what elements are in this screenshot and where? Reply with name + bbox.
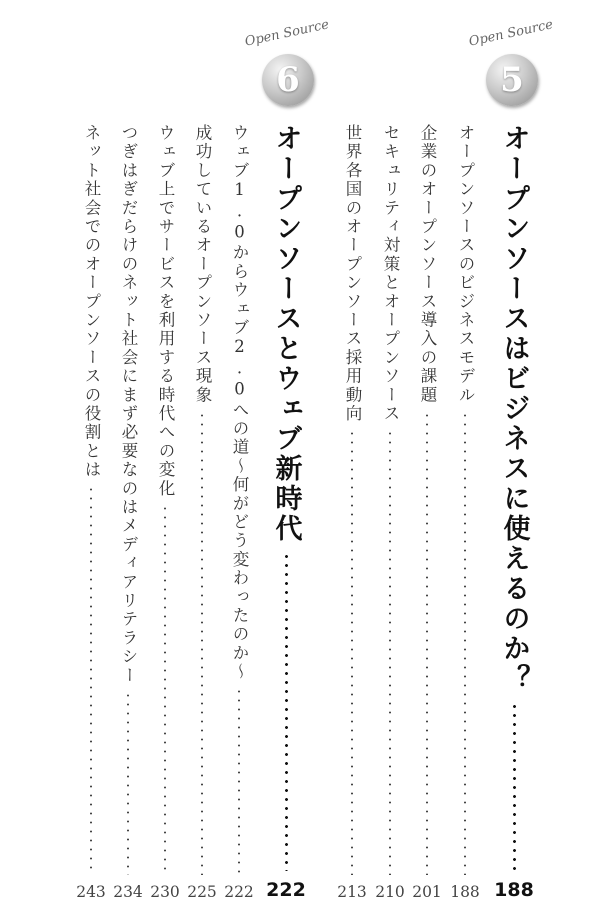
- page-number: 234: [113, 883, 143, 901]
- dot-leader: [285, 552, 288, 871]
- page-number: 210: [375, 883, 405, 901]
- dot-leader: [164, 504, 166, 875]
- chapter-6-badge: [232, 17, 342, 112]
- dot-leader: [389, 429, 391, 875]
- badge-label: Open Source: [467, 17, 555, 50]
- toc-entry[interactable]: [224, 124, 254, 901]
- toc-entry[interactable]: [412, 124, 442, 901]
- page-number: 243: [76, 883, 106, 901]
- dot-leader: [127, 691, 129, 875]
- toc-chapter-5[interactable]: [494, 124, 534, 901]
- dot-leader: [426, 411, 428, 876]
- page-number: 188: [494, 879, 534, 901]
- page-number: 222: [266, 879, 306, 901]
- dot-leader: [90, 485, 92, 875]
- toc-entry[interactable]: [375, 124, 405, 901]
- entry-title: セキュリティ対策とオープンソース: [381, 124, 400, 424]
- dot-leader: [238, 687, 240, 875]
- chapter-number: 6: [262, 54, 314, 106]
- dot-leader: [351, 429, 353, 875]
- entry-title: つぎはぎだらけのネット社会にまず必要なのはメディアリテラシー: [119, 124, 138, 685]
- chapter-title: オープンソースはビジネスに使えるのか？: [498, 124, 530, 694]
- page-number: 213: [337, 883, 367, 901]
- entry-title: オープンソースのビジネスモデル: [456, 124, 475, 405]
- chapter-title: オープンソースとウェブ新時代: [270, 124, 302, 544]
- chapter-number: 5: [486, 54, 538, 106]
- entry-title: ネット社会でのオープンソースの役割とは: [82, 124, 101, 480]
- badge-label: Open Source: [243, 17, 331, 50]
- page-number: 222: [224, 883, 254, 901]
- page-number: 230: [150, 883, 180, 901]
- page-number: 201: [412, 883, 442, 901]
- entry-title: ウェブ上でサービスを利用する時代への変化: [156, 124, 175, 498]
- page-number: 188: [450, 883, 480, 901]
- entry-title: 世界各国のオープンソース採用動向: [343, 124, 362, 424]
- toc-entry[interactable]: [337, 124, 367, 901]
- dot-leader: [201, 411, 203, 876]
- toc-entry[interactable]: [113, 124, 143, 901]
- toc-entry[interactable]: [150, 124, 180, 901]
- toc-entry[interactable]: [76, 124, 106, 901]
- toc-entry[interactable]: [450, 124, 480, 901]
- dot-leader: [464, 411, 466, 876]
- toc-chapter-6[interactable]: [266, 124, 306, 901]
- toc-entry[interactable]: [187, 124, 217, 901]
- dot-leader: [513, 702, 516, 871]
- entry-title: 企業のオープンソース導入の課題: [418, 124, 437, 405]
- chapter-5-badge: [456, 17, 566, 112]
- page-number: 225: [187, 883, 217, 901]
- entry-title: ウェブ1.0からウェブ2.0への道〜何がどう変わったのか〜: [230, 124, 249, 682]
- entry-title: 成功しているオープンソース現象: [193, 124, 212, 405]
